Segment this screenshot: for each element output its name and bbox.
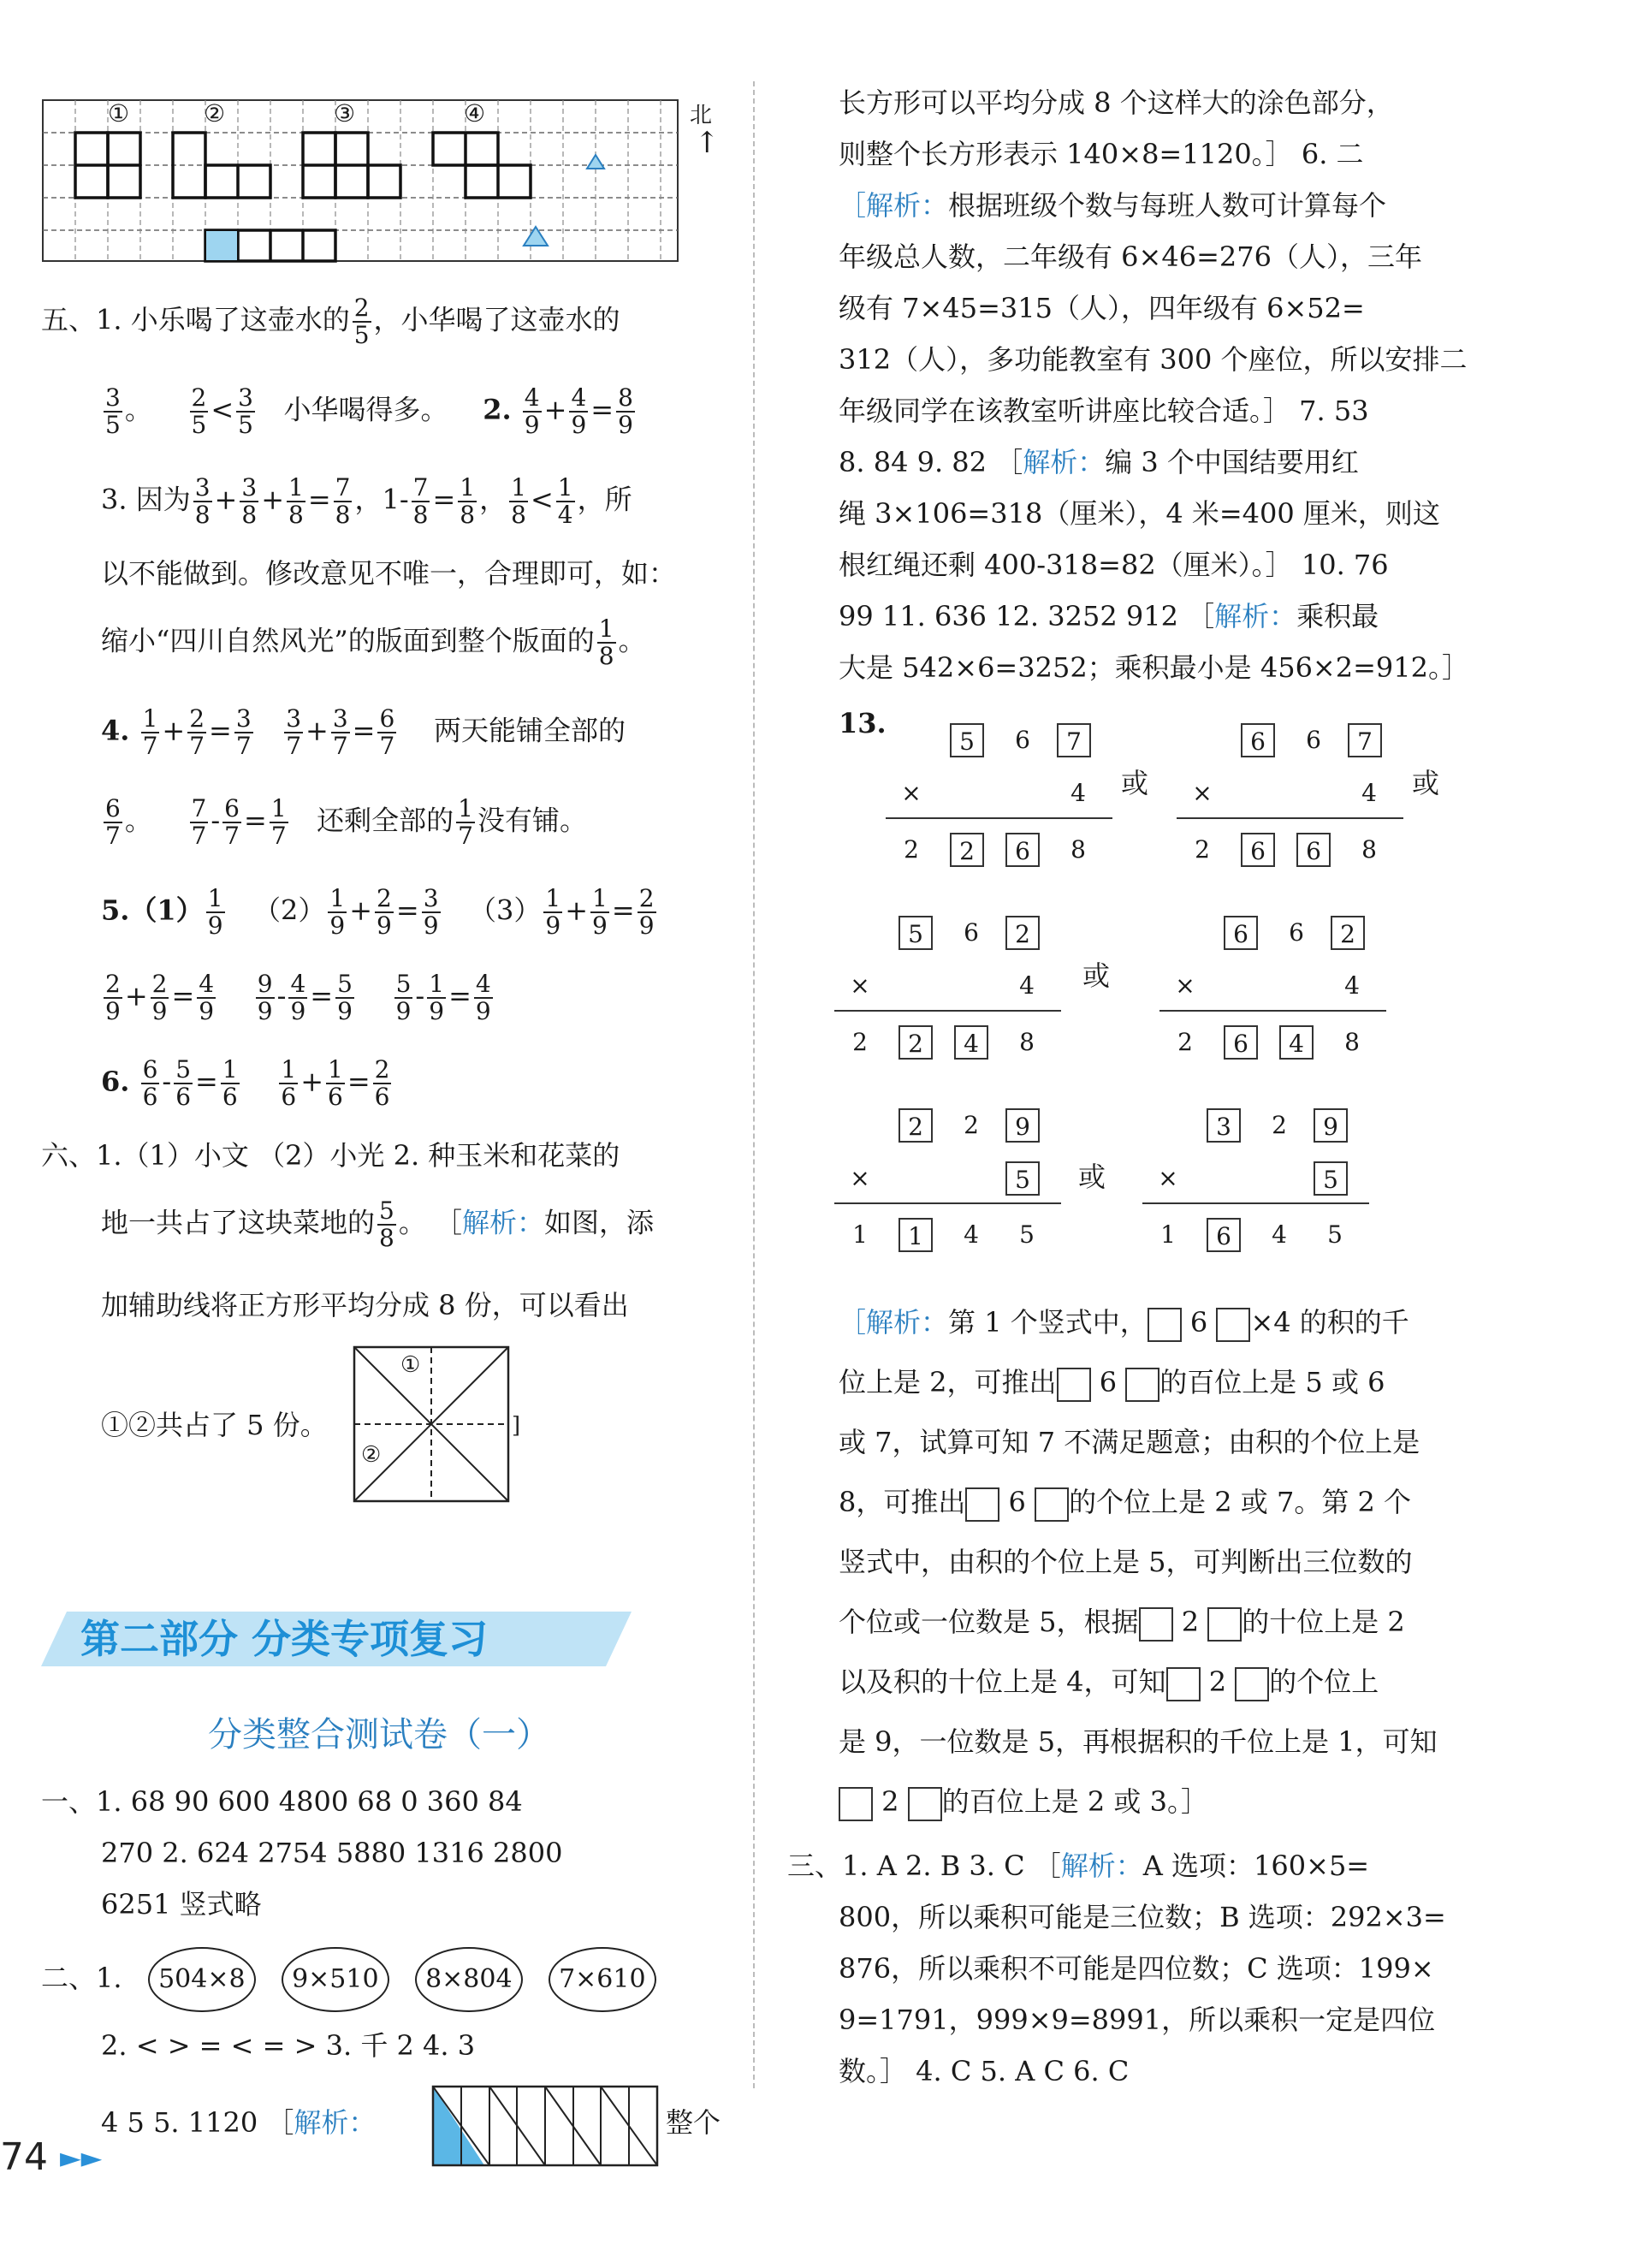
mult-digit: 9 bbox=[1005, 1108, 1040, 1143]
fraction: $\frac{1}{8}$ bbox=[288, 473, 304, 529]
times-sign: × bbox=[1158, 1164, 1178, 1192]
mult-digit: 6 bbox=[1296, 833, 1331, 867]
fraction: $\frac{3}{8}$ bbox=[241, 473, 258, 529]
next-arrow-icon: ►► bbox=[60, 2141, 103, 2174]
text: 8. 84 9. 82 ［ bbox=[839, 446, 1023, 478]
or-label: 或 bbox=[1082, 959, 1111, 992]
fraction: $\frac{4}{9}$ bbox=[571, 383, 587, 439]
rule bbox=[1142, 1202, 1369, 1204]
s6-line4: ①②共占了 5 份。 bbox=[101, 1409, 328, 1441]
text: 小华喝得多。 bbox=[283, 393, 448, 426]
analysis-label: 解析： bbox=[294, 2106, 377, 2139]
mult-digit: 4 bbox=[1361, 779, 1377, 807]
blank-box bbox=[1216, 1308, 1250, 1342]
text: 个位或一位数是 5，根据 bbox=[839, 1606, 1139, 1638]
north-arrow-icon: ↑ bbox=[695, 126, 720, 160]
blank-box bbox=[908, 1787, 942, 1821]
fraction: $\frac{8}{9}$ bbox=[618, 383, 633, 439]
fraction: $\frac{1}{7}$ bbox=[270, 794, 287, 850]
mult-digit: 2 bbox=[852, 1028, 868, 1056]
e-line1 bbox=[839, 1305, 1409, 1342]
r-line6: 312（人），多功能教室有 300 个座位，所以安排二 bbox=[839, 343, 1468, 376]
s3-line1 bbox=[787, 1849, 1369, 1883]
r-line8 bbox=[839, 445, 1359, 479]
text: ，所 bbox=[577, 483, 632, 516]
blank-box bbox=[1148, 1308, 1182, 1342]
text: ×4 的积的千 bbox=[1250, 1306, 1409, 1339]
mult-digit: 6 bbox=[1005, 833, 1040, 867]
analysis-label: 解析： bbox=[1060, 1849, 1143, 1882]
fraction: $\frac{4}{9}$ bbox=[290, 970, 306, 1025]
ellipse-answer: 7×610 bbox=[549, 1947, 655, 2012]
s5-line5: 缩小“四川自然风光”的版面到整个版面的 $\frac{1}{8}$ 。 bbox=[101, 614, 646, 670]
fraction: $\frac{6}{7}$ bbox=[105, 794, 121, 850]
e-line3: 或 7，试算可知 7 不满足题意；由积的个位上是 bbox=[839, 1426, 1420, 1458]
times-sign: × bbox=[901, 779, 922, 807]
mult-digit: 6 bbox=[1241, 723, 1275, 757]
sq-label-1: ① bbox=[400, 1352, 421, 1378]
grid-label-1: ① bbox=[108, 99, 130, 128]
mult-digit: 1 bbox=[1160, 1220, 1176, 1249]
analysis-label: 解析： bbox=[866, 189, 949, 222]
times-sign: × bbox=[850, 1164, 870, 1192]
mult-digit: 8 bbox=[1361, 835, 1377, 864]
text: 还剩全部的 bbox=[317, 804, 454, 837]
page-number: 74 bbox=[0, 2135, 48, 2179]
mult-digit: 2 bbox=[1177, 1028, 1193, 1056]
text: A 选项：160×5= bbox=[1142, 1849, 1370, 1882]
analysis-label: 解析： bbox=[1023, 446, 1106, 478]
fraction: $\frac{5}{9}$ bbox=[337, 970, 353, 1025]
mult-digit: 4 bbox=[1019, 971, 1035, 1000]
text: 地一共占了这块菜地的 bbox=[101, 1206, 376, 1239]
e-line7 bbox=[839, 1665, 1379, 1701]
fraction: $\frac{1}{6}$ bbox=[222, 1055, 238, 1111]
digit: 6 bbox=[1189, 1306, 1208, 1339]
mult-digit: 2 bbox=[1272, 1111, 1287, 1139]
e-line6 bbox=[839, 1605, 1405, 1642]
digit: 2 bbox=[1181, 1606, 1200, 1638]
r-line9: 绳 3×106=318（厘米），4 米=400 厘米，则这 bbox=[839, 497, 1440, 530]
mult-digit: 4 bbox=[1070, 779, 1086, 807]
s3-line2: 800，所以乘积可能是三位数；B 选项：292×3= bbox=[839, 1901, 1446, 1933]
fraction: $\frac{1}{6}$ bbox=[281, 1055, 297, 1111]
fraction: $\frac{1}{9}$ bbox=[592, 884, 608, 940]
s3-line3: 876，所以乘积不可能是四位数；C 选项：199× bbox=[839, 1952, 1434, 1985]
text: 4 5 5. 1120 ［ bbox=[101, 2106, 294, 2139]
fraction: $\frac{1}{9}$ bbox=[545, 884, 561, 940]
text: 根据班级个数与每班人数可计算每个 bbox=[948, 189, 1387, 222]
q-num: 6. bbox=[101, 1065, 130, 1098]
bracket: ［ bbox=[839, 189, 867, 222]
mult-digit: 5 bbox=[1019, 1220, 1035, 1249]
fraction: $\frac{5}{8}$ bbox=[379, 1196, 394, 1252]
s5-line7: $\frac{6}{7}$ 。 $\frac{7}{7}$ - $\frac{6}{7}$ = $\frac{1}{7}$ 还剩全部的 $\frac{1}{7}$ 没有铺。 bbox=[105, 794, 588, 850]
q-num: 5.（1） bbox=[101, 894, 204, 927]
q2-line2: 2. < > = < = > 3. 千 2 4. 3 bbox=[101, 2029, 476, 2062]
fraction: $\frac{4}{9}$ bbox=[524, 383, 540, 439]
text: 三、1. A 2. B 3. C ［ bbox=[787, 1849, 1061, 1882]
s5-line6: 4. $\frac{1}{7}$ + $\frac{2}{7}$ = $\frac{3}{7}$ $\frac{3}{7}$ + $\frac{3}{7}$ = $\frac{6}{7}$ 两天能铺全部的 bbox=[101, 704, 626, 760]
mult-digit: 1 bbox=[852, 1220, 868, 1249]
mult-digit: 4 bbox=[1272, 1220, 1287, 1249]
fraction: $\frac{3}{5}$ bbox=[105, 383, 121, 439]
or-label: 或 bbox=[1412, 767, 1440, 799]
mult-digit: 5 bbox=[898, 916, 933, 950]
s5-line9: $\frac{2}{9}$ + $\frac{2}{9}$ = $\frac{4}{9}$ $\frac{9}{9}$ - $\frac{4}{9}$ = $\frac{5}{9}$ $\frac{5}{9}$ - $\frac{1}{9}$ = $\frac{4}{9}$ bbox=[105, 970, 491, 1025]
s3-line4: 9=1791，999×9=8991，所以乘积一定是四位 bbox=[839, 2004, 1436, 2036]
mult-digit: 7 bbox=[1057, 723, 1091, 757]
blank-box bbox=[1125, 1368, 1159, 1402]
fraction: $\frac{4}{9}$ bbox=[475, 970, 491, 1025]
r-line7: 年级同学在该教室听讲座比较合适。］ 7. 53 bbox=[839, 395, 1369, 427]
fraction: $\frac{1}{9}$ bbox=[429, 970, 445, 1025]
text: 缩小“四川自然风光”的版面到整个版面的 bbox=[101, 624, 595, 657]
mult-digit: 8 bbox=[1344, 1028, 1360, 1056]
digit: 2 bbox=[1208, 1665, 1227, 1698]
blank-box bbox=[965, 1487, 999, 1522]
fraction: $\frac{9}{9}$ bbox=[257, 970, 273, 1025]
text: 的百位上是 2 或 3。］ bbox=[941, 1785, 1208, 1818]
digit: 6 bbox=[1099, 1366, 1118, 1398]
s5-line2: $\frac{3}{5}$ 。 $\frac{2}{5}$ < $\frac{3}{5}$ 小华喝得多。 2. $\frac{4}{9}$ + $\frac{4}{9}$ = $\frac{8}{9}$ bbox=[105, 383, 633, 439]
fraction: $\frac{2}{6}$ bbox=[374, 1055, 390, 1111]
digit: 6 bbox=[1008, 1486, 1026, 1518]
q2-line3-end: 整个 bbox=[666, 2106, 721, 2139]
rectangle-diagram bbox=[430, 2084, 661, 2170]
blank-box bbox=[1207, 1607, 1242, 1642]
text: 以及积的十位上是 4，可知 bbox=[839, 1665, 1166, 1698]
mult-digit: 2 bbox=[904, 835, 919, 864]
mult-digit: 6 bbox=[1015, 726, 1030, 754]
fraction: $\frac{2}{9}$ bbox=[638, 884, 655, 940]
text: 的十位上是 2 bbox=[1242, 1606, 1405, 1638]
analysis-label: 解析： bbox=[866, 1306, 949, 1339]
text: ，小华喝了这壶水的 bbox=[373, 303, 620, 336]
mult-digit: 6 bbox=[1306, 726, 1321, 754]
times-sign: × bbox=[1175, 971, 1195, 1000]
mult-digit: 6 bbox=[1224, 1025, 1258, 1060]
text: 如图，添 bbox=[544, 1206, 655, 1239]
mult-digit: 2 bbox=[950, 833, 984, 867]
mult-digit: 6 bbox=[1289, 918, 1304, 947]
mult-digit: 4 bbox=[1279, 1025, 1314, 1060]
fraction: $\frac{1}{9}$ bbox=[329, 884, 346, 940]
mult-digit: 6 bbox=[1241, 833, 1275, 867]
rule bbox=[834, 1202, 1061, 1204]
fraction: $\frac{5}{6}$ bbox=[175, 1055, 192, 1111]
s6-line2 bbox=[101, 1198, 654, 1251]
mult-digit: 2 bbox=[1195, 835, 1210, 864]
mult-digit: 8 bbox=[1070, 835, 1086, 864]
fraction: $\frac{5}{9}$ bbox=[395, 970, 412, 1025]
or-label: 或 bbox=[1121, 767, 1149, 799]
fraction: $\frac{3}{7}$ bbox=[286, 704, 302, 760]
right-column bbox=[787, 81, 1472, 2178]
e-line5: 竖式中，由积的个位上是 5，可判断出三位数的 bbox=[839, 1546, 1413, 1578]
fraction: $\frac{3}{9}$ bbox=[423, 884, 439, 940]
grid-figure bbox=[41, 98, 726, 265]
fraction: $\frac{1}{7}$ bbox=[142, 704, 158, 760]
s6-line3: 加辅助线将正方形平均分成 8 份，可以看出 bbox=[101, 1289, 629, 1321]
e-line4 bbox=[839, 1485, 1411, 1522]
blank-box bbox=[839, 1787, 873, 1821]
text: 8，可推出 bbox=[839, 1486, 966, 1518]
mult-digit: 2 bbox=[964, 1111, 979, 1139]
rule bbox=[886, 817, 1112, 819]
bracket: ［ bbox=[839, 1306, 867, 1339]
q1-line2: 270 2. 624 2754 5880 1316 2800 bbox=[101, 1837, 563, 1869]
e-line8: 是 9，一位数是 5，再根据积的千位上是 1，可知 bbox=[839, 1725, 1438, 1758]
s5-line8: 5.（1） $\frac{1}{9}$ （2） $\frac{1}{9}$ + $\frac{2}{9}$ = $\frac{3}{9}$ （3） $\frac{1}{9}$ + $\frac{1}{9}$ = $\frac{2}{9}$ bbox=[101, 884, 655, 940]
q1-line3: 6251 竖式略 bbox=[101, 1888, 262, 1921]
fraction: $\frac{1}{7}$ bbox=[458, 794, 473, 850]
times-sign: × bbox=[850, 971, 870, 1000]
mult-digit: 5 bbox=[1327, 1220, 1343, 1249]
fraction: $\frac{3}{5}$ bbox=[238, 383, 253, 439]
times-sign: × bbox=[1192, 779, 1213, 807]
text: （2） bbox=[253, 894, 326, 927]
rule bbox=[834, 1010, 1061, 1012]
fraction: $\frac{4}{9}$ bbox=[199, 970, 215, 1025]
blank-box bbox=[1139, 1607, 1173, 1642]
fraction: $\frac{2}{9}$ bbox=[105, 970, 121, 1025]
s3-line5: 数。］ 4. C 5. A C 6. C bbox=[839, 2055, 1130, 2087]
ellipse-answer: 8×804 bbox=[415, 1947, 522, 2012]
text: 第 1 个竖式中， bbox=[948, 1306, 1148, 1339]
text: 五、1. 小乐喝了这壶水的 bbox=[41, 303, 350, 336]
q2-line1 bbox=[41, 1947, 656, 2012]
text: 没有铺。 bbox=[477, 804, 588, 837]
r-line4: 年级总人数，二年级有 6×46=276（人），三年 bbox=[839, 240, 1422, 273]
fraction: $\frac{1}{6}$ bbox=[328, 1055, 343, 1111]
text: 两天能铺全部的 bbox=[434, 714, 626, 747]
grid-label-2: ② bbox=[204, 99, 226, 128]
fraction: $\frac{7}{8}$ bbox=[335, 473, 351, 529]
r-line3 bbox=[839, 188, 1386, 223]
ellipse-answer: 9×510 bbox=[282, 1947, 388, 2012]
r-line10: 根红绳还剩 400-318=82（厘米）。］ 10. 76 bbox=[839, 549, 1389, 581]
blank-box bbox=[1057, 1368, 1091, 1402]
mult-digit: 5 bbox=[1314, 1161, 1348, 1196]
text: 的个位上是 2 或 7。第 2 个 bbox=[1069, 1486, 1412, 1518]
text: 的个位上 bbox=[1269, 1665, 1379, 1698]
r-line11 bbox=[839, 599, 1379, 633]
digit: 2 bbox=[881, 1785, 899, 1818]
mult-digit: 1 bbox=[898, 1218, 933, 1252]
fraction: $\frac{7}{8}$ bbox=[412, 473, 429, 529]
fraction: $\frac{3}{8}$ bbox=[194, 473, 211, 529]
fraction: $\frac{1}{9}$ bbox=[207, 884, 223, 940]
fraction: $\frac{1}{8}$ bbox=[511, 473, 526, 529]
blank-box bbox=[1166, 1667, 1201, 1701]
s5-line3: 3. 因为 $\frac{3}{8}$ + $\frac{3}{8}$ + $\frac{1}{8}$ = $\frac{7}{8}$ ，1- $\frac{7}{8}$ = $\frac{1}{8}$ ， $\frac{1}{8}$ < $\frac{1}{4}$ ，所 bbox=[101, 473, 632, 529]
fraction: $\frac{6}{7}$ bbox=[224, 794, 240, 850]
rule bbox=[1159, 1010, 1386, 1012]
mult-digit: 4 bbox=[954, 1025, 988, 1060]
text: 编 3 个中国结要用红 bbox=[1105, 446, 1359, 478]
q13-number: 13. bbox=[839, 707, 887, 739]
q-num: 4. bbox=[101, 714, 130, 747]
fraction: $\frac{3}{7}$ bbox=[332, 704, 348, 760]
s5-line1 bbox=[41, 295, 620, 348]
q2-line3 bbox=[101, 2105, 376, 2140]
mult-digit: 2 bbox=[898, 1025, 933, 1060]
r-line5: 级有 7×45=315（人），四年级有 6×52= bbox=[839, 292, 1365, 324]
mult-digit: 4 bbox=[964, 1220, 979, 1249]
section-title: 分类整合测试卷（一） bbox=[208, 1715, 550, 1754]
fraction: $\frac{6}{6}$ bbox=[142, 1055, 158, 1111]
blank-box bbox=[1235, 1667, 1269, 1701]
q-num: 二、1. bbox=[41, 1962, 122, 1994]
text: 3. 因为 bbox=[101, 483, 191, 516]
text: 的百位上是 5 或 6 bbox=[1159, 1366, 1385, 1398]
fraction: $\frac{2}{5}$ bbox=[353, 294, 370, 349]
fraction: $\frac{6}{7}$ bbox=[379, 704, 395, 760]
mult-digit: 6 bbox=[1224, 916, 1258, 950]
s5-line10: 6. $\frac{6}{6}$ - $\frac{5}{6}$ = $\frac{1}{6}$ $\frac{1}{6}$ + $\frac{1}{6}$ = $\frac{2}{6}$ bbox=[101, 1055, 390, 1111]
fraction: $\frac{7}{7}$ bbox=[191, 794, 207, 850]
text: 位上是 2，可推出 bbox=[839, 1366, 1057, 1398]
analysis-label: 解析： bbox=[462, 1206, 545, 1239]
r-line2: 则整个长方形表示 140×8=1120。］ 6. 二 bbox=[839, 138, 1364, 170]
ellipse-answer: 504×8 bbox=[148, 1947, 255, 2012]
fraction: $\frac{2}{9}$ bbox=[377, 884, 392, 940]
grid-label-4: ④ bbox=[464, 99, 486, 128]
mult-digit: 7 bbox=[1348, 723, 1382, 757]
mult-digit: 4 bbox=[1344, 971, 1360, 1000]
north-label: 北 bbox=[690, 103, 713, 128]
left-column bbox=[41, 81, 738, 2178]
q1-line1: 一、1. 68 90 600 4800 68 0 360 84 bbox=[41, 1785, 523, 1818]
e-line9 bbox=[839, 1784, 1208, 1821]
text: （3） bbox=[469, 894, 542, 927]
analysis-label: 解析： bbox=[1214, 600, 1297, 632]
text: 99 11. 636 12. 3252 912 ［ bbox=[839, 600, 1215, 632]
mult-digit: 2 bbox=[898, 1108, 933, 1143]
s6-line1: 六、1.（1）小文 （2）小光 2. 种玉米和花菜的 bbox=[41, 1139, 620, 1172]
square-diagram bbox=[351, 1344, 522, 1506]
mult-digit: 5 bbox=[1005, 1161, 1040, 1196]
fraction: $\frac{1}{4}$ bbox=[557, 473, 573, 529]
or-label: 或 bbox=[1078, 1161, 1106, 1193]
mult-digit: 2 bbox=[1005, 916, 1040, 950]
r-line12: 大是 542×6=3252；乘积最小是 456×2=912。］ bbox=[839, 651, 1469, 684]
text: 乘积最 bbox=[1296, 600, 1379, 632]
mult-digit: 5 bbox=[950, 723, 984, 757]
multiplication-area bbox=[850, 723, 1502, 1250]
blank-box bbox=[1035, 1487, 1069, 1522]
mult-digit: 8 bbox=[1019, 1028, 1035, 1056]
fraction: $\frac{3}{7}$ bbox=[235, 704, 252, 760]
fraction: $\frac{2}{7}$ bbox=[189, 704, 205, 760]
mult-digit: 2 bbox=[1331, 916, 1365, 950]
r-line1: 长方形可以平均分成 8 个这样大的涂色部分， bbox=[839, 86, 1394, 119]
svg-text:]: ] bbox=[512, 1413, 521, 1439]
sq-label-2: ② bbox=[361, 1442, 382, 1468]
part-banner-title: 第二部分 分类专项复习 bbox=[80, 1616, 489, 1662]
mult-digit: 3 bbox=[1207, 1108, 1241, 1143]
mult-digit: 9 bbox=[1314, 1108, 1348, 1143]
q-num: 2. bbox=[483, 393, 512, 426]
mult-digit: 6 bbox=[964, 918, 979, 947]
s5-line4: 以不能做到。修改意见不唯一，合理即可，如： bbox=[101, 557, 677, 590]
text: 。 ［ bbox=[398, 1206, 463, 1239]
grid-label-3: ③ bbox=[334, 99, 356, 128]
fraction: $\frac{1}{8}$ bbox=[598, 614, 614, 670]
fraction: $\frac{2}{9}$ bbox=[151, 970, 168, 1025]
fraction: $\frac{1}{8}$ bbox=[460, 473, 476, 529]
mult-digit: 6 bbox=[1207, 1218, 1241, 1252]
rule bbox=[1177, 817, 1403, 819]
fraction: $\frac{2}{5}$ bbox=[191, 383, 207, 439]
e-line2 bbox=[839, 1365, 1385, 1402]
column-divider bbox=[753, 81, 755, 2088]
